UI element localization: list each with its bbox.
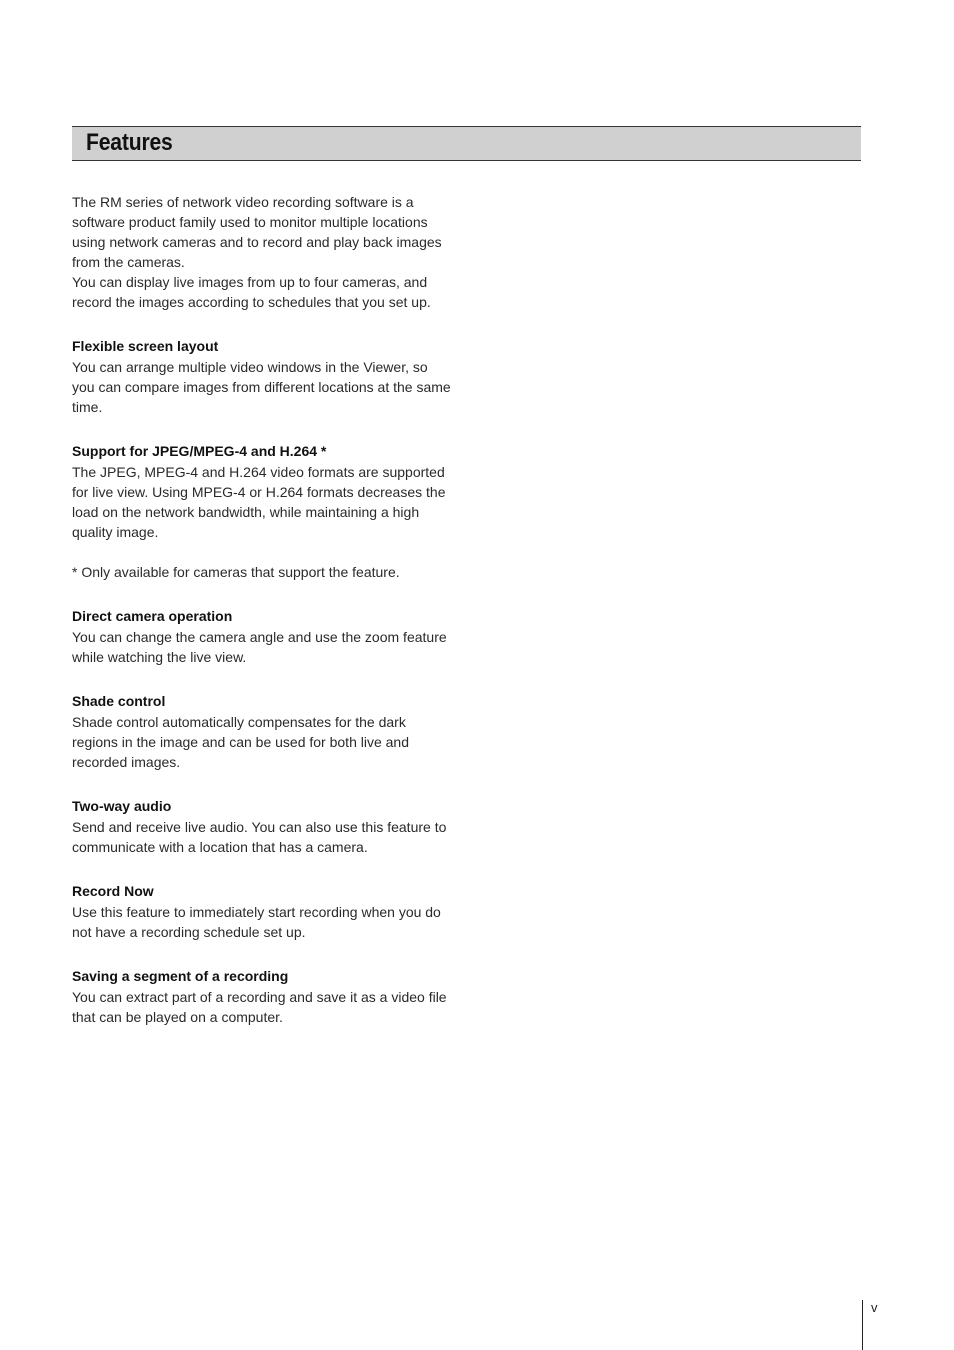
section-body: You can extract part of a recording and save it as a video file that can be played on a computer. xyxy=(72,989,447,1025)
section-body: Shade control automatically compensates for the dark regions in the image and can be used for both live and recorded images. xyxy=(72,714,410,770)
page-number: v xyxy=(871,1300,878,1315)
section-saving-segment xyxy=(72,966,452,1027)
section-direct-camera-operation xyxy=(72,606,452,667)
section-jpeg-mpeg4-h264 xyxy=(72,441,452,582)
section-two-way-audio xyxy=(72,796,452,857)
section-heading: Record Now xyxy=(72,883,154,899)
intro-paragraph-2: You can display live images from up to four cameras, and record the images according to schedules that you set up. xyxy=(72,274,431,310)
section-body: Send and receive live audio. You can also use this feature to communicate with a location that has a camera. xyxy=(72,819,447,855)
footnote: * Only available for cameras that support the feature. xyxy=(72,564,400,580)
section-body: The JPEG, MPEG-4 and H.264 video formats are supported for live view. Using MPEG-4 or H.264 formats decreases the load on the network bandwidth, while maintaining a high quality image. xyxy=(72,464,446,540)
section-body: Use this feature to immediately start recording when you do not have a recording schedule set up. xyxy=(72,904,441,940)
title-bar xyxy=(72,126,861,161)
main-content xyxy=(72,192,452,1051)
section-heading: Flexible screen layout xyxy=(72,338,219,354)
section-heading: Support for JPEG/MPEG-4 and H.264 * xyxy=(72,443,327,459)
page-title: Features xyxy=(86,129,173,156)
section-heading: Two-way audio xyxy=(72,798,172,814)
intro xyxy=(72,192,452,312)
section-heading: Shade control xyxy=(72,693,166,709)
intro-paragraph-1: The RM series of network video recording software is a software product family used to monitor multiple locations using network cameras and to record and play back images from the cameras. xyxy=(72,194,442,270)
section-flexible-screen-layout xyxy=(72,336,452,417)
page-number-rule xyxy=(862,1300,863,1350)
section-heading: Saving a segment of a recording xyxy=(72,968,289,984)
section-body: You can arrange multiple video windows in the Viewer, so you can compare images from different locations at the same time. xyxy=(72,359,451,415)
section-heading: Direct camera operation xyxy=(72,608,233,624)
section-shade-control xyxy=(72,691,452,772)
section-record-now xyxy=(72,881,452,942)
section-body: You can change the camera angle and use the zoom feature while watching the live view. xyxy=(72,629,447,665)
